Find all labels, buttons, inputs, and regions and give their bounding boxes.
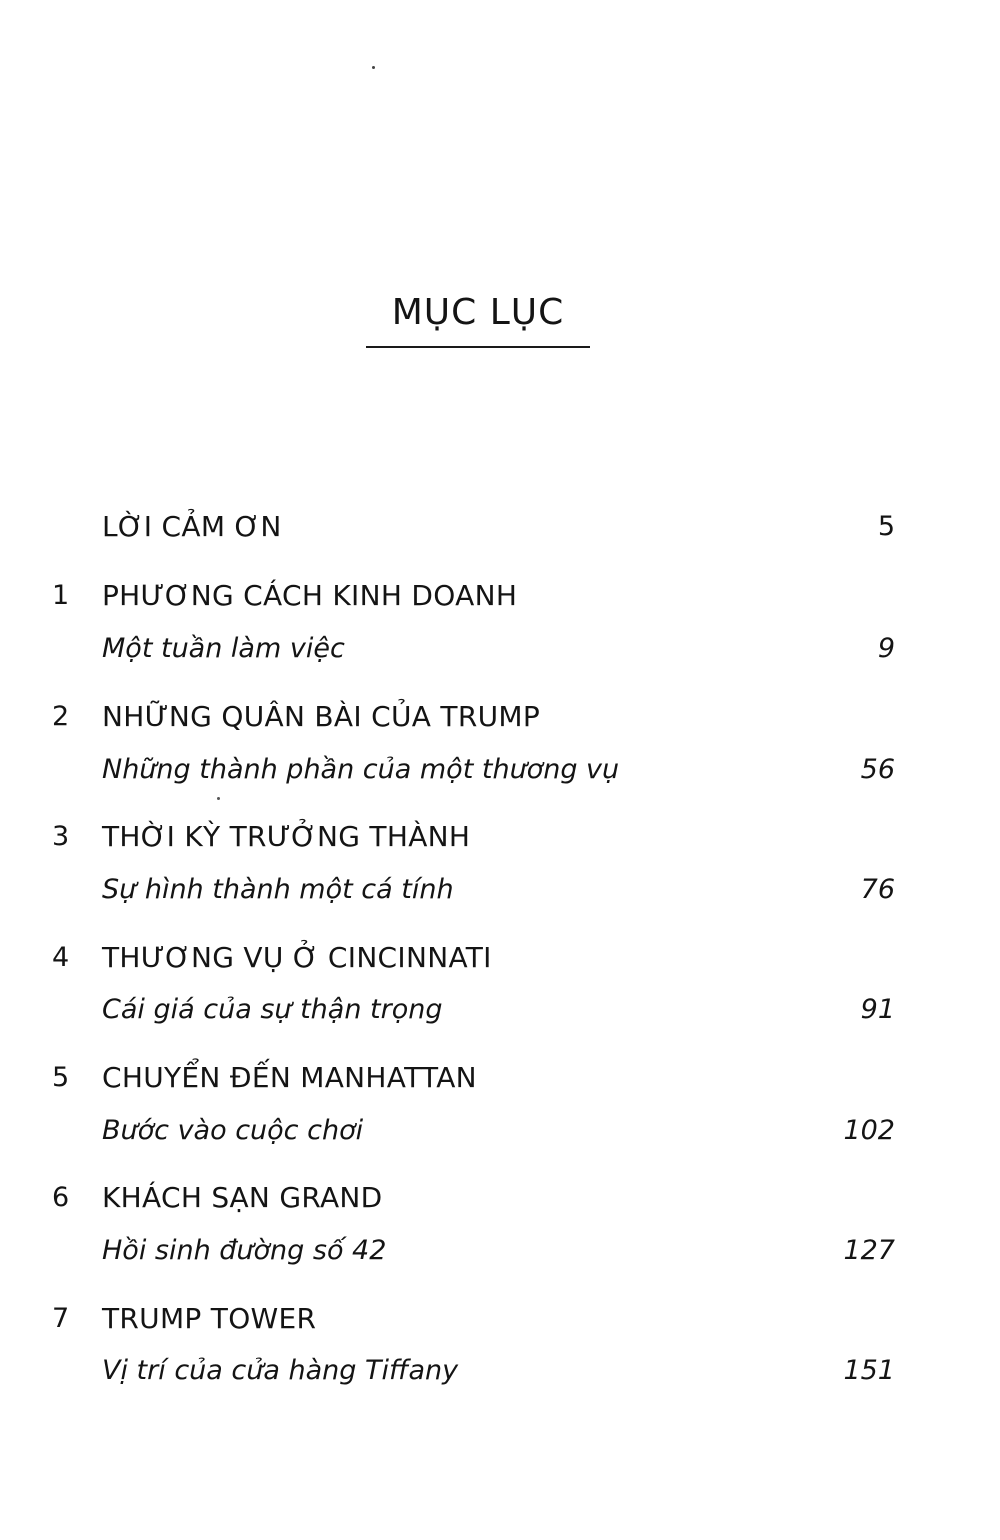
chapter-number: 5 xyxy=(52,1062,70,1093)
chapter-subtitle: Sự hình thành một cá tính xyxy=(102,874,454,905)
chapter-number: 6 xyxy=(52,1182,70,1213)
chapter-number: 4 xyxy=(52,942,70,973)
toc-chapter-2-subtitle xyxy=(0,750,1000,790)
toc-entry-title: LỜI CẢM ƠN xyxy=(102,510,282,543)
toc-page-number: 102 xyxy=(843,1115,895,1146)
chapter-number: 7 xyxy=(52,1303,70,1334)
toc-chapter-6 xyxy=(0,1178,1000,1218)
chapter-title: PHƯƠNG CÁCH KINH DOANH xyxy=(102,579,518,612)
toc-page-number: 91 xyxy=(860,994,895,1025)
chapter-number: 2 xyxy=(52,701,70,732)
chapter-subtitle: Một tuần làm việc xyxy=(102,633,345,664)
chapter-subtitle: Những thành phần của một thương vụ xyxy=(102,754,620,785)
toc-chapter-5 xyxy=(0,1058,1000,1098)
chapter-title: NHỮNG QUÂN BÀI CỦA TRUMP xyxy=(102,700,541,733)
toc-chapter-7-subtitle xyxy=(0,1351,1000,1391)
toc-chapter-7 xyxy=(0,1299,1000,1339)
toc-chapter-5-subtitle xyxy=(0,1111,1000,1151)
toc-chapter-2 xyxy=(0,697,1000,737)
toc-page-number: 151 xyxy=(843,1355,895,1386)
chapter-title: THƯƠNG VỤ Ở CINCINNATI xyxy=(102,941,492,974)
page-title: MỤC LỤC xyxy=(391,292,565,333)
chapter-number: 3 xyxy=(52,821,70,852)
toc-page-number: 76 xyxy=(860,874,895,905)
scan-speck xyxy=(217,797,220,800)
toc-page-number: 127 xyxy=(843,1235,895,1266)
toc-page-number: 9 xyxy=(877,633,895,664)
toc-chapter-4 xyxy=(0,938,1000,978)
toc-chapter-1 xyxy=(0,576,1000,616)
toc-page-number: 56 xyxy=(860,754,895,785)
scan-speck xyxy=(372,66,375,69)
chapter-title: THỜI KỲ TRƯỞNG THÀNH xyxy=(102,820,471,853)
chapter-subtitle: Vị trí của cửa hàng Tiffany xyxy=(102,1355,459,1386)
toc-entry-acknowledgements xyxy=(0,507,1000,547)
chapter-number: 1 xyxy=(52,580,70,611)
chapter-subtitle: Hồi sinh đường số 42 xyxy=(102,1235,387,1266)
toc-chapter-1-subtitle xyxy=(0,629,1000,669)
chapter-title: TRUMP TOWER xyxy=(102,1302,317,1335)
toc-chapter-3-subtitle xyxy=(0,870,1000,910)
title-underline xyxy=(366,346,590,348)
chapter-subtitle: Bước vào cuộc chơi xyxy=(102,1115,364,1146)
chapter-title: KHÁCH SẠN GRAND xyxy=(102,1181,383,1214)
toc-page-number: 5 xyxy=(877,511,895,542)
chapter-subtitle: Cái giá của sự thận trọng xyxy=(102,994,443,1025)
toc-chapter-3 xyxy=(0,817,1000,857)
toc-chapter-6-subtitle xyxy=(0,1231,1000,1271)
chapter-title: CHUYỂN ĐẾN MANHATTAN xyxy=(102,1061,477,1094)
toc-chapter-4-subtitle xyxy=(0,990,1000,1030)
